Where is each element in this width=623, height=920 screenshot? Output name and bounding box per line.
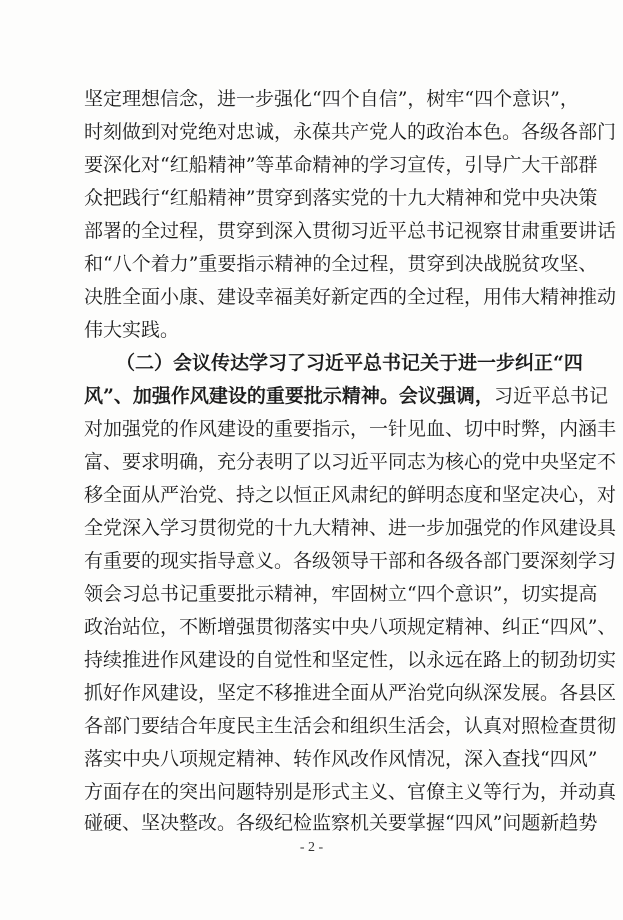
text-line: 坚定理想信念，进一步强化“四个自信”，树牢“四个意识”， [84, 88, 579, 110]
text-segment: 习近平总书记 [493, 385, 608, 407]
text-line: 政治站位，不断增强贯彻落实中央八项规定精神、纠正“四风”、 [84, 616, 617, 638]
text-line: 富、要求明确，充分表明了以习近平同志为核心的党中央坚定不 [84, 451, 617, 473]
text-line: 对加强党的作风建设的重要指示，一针见血、切中时弊，内涵丰 [84, 418, 617, 440]
text-line: 伟大实践。 [84, 319, 180, 341]
page-number: - 2 - [299, 840, 324, 855]
text-line: 领会习总书记重要批示精神，牢固树立“四个意识”，切实提高 [84, 583, 598, 605]
text-line: 决胜全面小康、建设幸福美好新定西的全过程，用伟大精神推动 [84, 286, 617, 308]
text-line: 和“八个着力”重要指示精神的全过程，贯穿到决战脱贫攻坚、 [84, 253, 598, 275]
section-heading-text: 风”、加强作风建设的重要批示精神。会议强调， [84, 385, 494, 407]
text-line: 碰硬、坚决整改。各级纪检监察机关要掌握“四风”问题新趋势 [84, 812, 598, 834]
text-line: 全党深入学习贯彻党的十九大精神、进一步加强党的作风建设具 [84, 517, 617, 539]
text-line: 众把践行“红船精神”贯穿到落实党的十九大精神和党中央决策 [84, 187, 598, 209]
text-line: 移全面从严治党、持之以恒正风肃纪的鲜明态度和坚定决心，对 [84, 484, 617, 506]
text-line: 抓好作风建设，坚定不移推进全面从严治党向纵深发展。各县区 [84, 682, 617, 704]
text-line: 要深化对“红船精神”等革命精神的学习宣传，引导广大干部群 [84, 154, 598, 176]
text-line: 有重要的现实指导意义。各级领导干部和各级各部门要深刻学习 [84, 550, 617, 572]
section-heading-line: （二）会议传达学习了习近平总书记关于进一步纠正“四 [116, 352, 583, 374]
text-line: 落实中央八项规定精神、转作风改作风情况，深入查找“四风” [84, 748, 598, 770]
text-line: 部署的全过程，贯穿到深入贯彻习近平总书记视察甘肃重要讲话 [84, 220, 617, 242]
text-line: 持续推进作风建设的自觉性和坚定性，以永远在路上的韧劲切实 [84, 649, 617, 671]
text-line: 方面存在的突出问题特别是形式主义、官僚主义等行为，并动真 [84, 781, 617, 803]
section-heading-line [84, 380, 608, 412]
text-line: 各部门要结合年度民主生活会和组织生活会，认真对照检查贯彻 [84, 715, 617, 737]
text-line: 时刻做到对党绝对忠诚，永葆共产党人的政治本色。各级各部门 [84, 121, 617, 143]
